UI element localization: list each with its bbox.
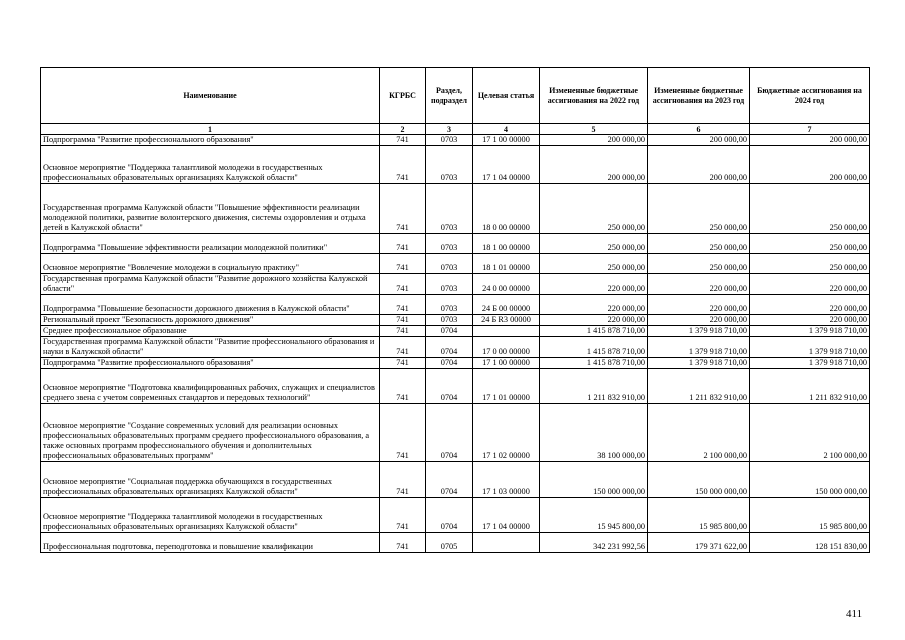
row-name-cell: Основное мероприятие "Создание современных условий для реализации основных профессиональных образовательных программ среднего профессионального образования, а также основных программ профессионального обучения и дополнительных профессиональных образовательных программ" — [41, 404, 380, 462]
row-section-cell: 0703 — [426, 184, 473, 234]
row-2023-cell: 200 000,00 — [648, 146, 750, 184]
row-2022-cell: 220 000,00 — [540, 295, 648, 315]
row-2023-cell: 1 211 832 910,00 — [648, 369, 750, 404]
row-name-cell: Подпрограмма "Повышение эффективности реализации молодежной политики" — [41, 234, 380, 254]
row-target-cell: 17 1 02 00000 — [473, 404, 540, 462]
row-target-cell: 18 0 00 00000 — [473, 184, 540, 234]
row-section-cell: 0704 — [426, 462, 473, 498]
table-row — [41, 369, 870, 404]
row-name-cell: Основное мероприятие "Поддержка талантливой молодежи в государственных профессиональных образовательных организациях Калужской области" — [41, 498, 380, 533]
row-2023-cell: 220 000,00 — [648, 315, 750, 326]
row-2022-cell: 250 000,00 — [540, 234, 648, 254]
page-number: 411 — [846, 608, 863, 620]
row-target-cell: 17 1 01 00000 — [473, 369, 540, 404]
row-kgrbs-cell: 741 — [380, 234, 426, 254]
row-2022-cell: 1 211 832 910,00 — [540, 369, 648, 404]
row-2024-cell: 1 379 918 710,00 — [750, 358, 870, 369]
row-name-cell: Среднее профессиональное образование — [41, 326, 380, 337]
row-section-cell: 0703 — [426, 274, 473, 295]
column-number: 3 — [426, 124, 473, 135]
table-row — [41, 404, 870, 462]
row-section-cell: 0704 — [426, 369, 473, 404]
row-2023-cell: 1 379 918 710,00 — [648, 337, 750, 358]
header-section: Раздел, подраздел — [426, 68, 473, 124]
row-2023-cell: 2 100 000,00 — [648, 404, 750, 462]
row-2024-cell: 1 379 918 710,00 — [750, 337, 870, 358]
row-section-cell: 0704 — [426, 498, 473, 533]
row-2023-cell: 250 000,00 — [648, 184, 750, 234]
row-kgrbs-cell: 741 — [380, 462, 426, 498]
row-2024-cell: 220 000,00 — [750, 315, 870, 326]
row-2022-cell: 200 000,00 — [540, 135, 648, 146]
row-target-cell — [473, 533, 540, 553]
row-target-cell: 17 1 04 00000 — [473, 498, 540, 533]
column-number: 1 — [41, 124, 380, 135]
row-kgrbs-cell: 741 — [380, 533, 426, 553]
column-number: 7 — [750, 124, 870, 135]
row-2022-cell: 200 000,00 — [540, 146, 648, 184]
table-row — [41, 462, 870, 498]
row-kgrbs-cell: 741 — [380, 315, 426, 326]
row-2023-cell: 150 000 000,00 — [648, 462, 750, 498]
row-section-cell: 0703 — [426, 234, 473, 254]
row-2022-cell: 1 415 878 710,00 — [540, 358, 648, 369]
row-2024-cell: 15 985 800,00 — [750, 498, 870, 533]
header-name: Наименование — [41, 68, 380, 124]
row-2023-cell: 220 000,00 — [648, 274, 750, 295]
budget-table — [40, 67, 870, 553]
row-name-cell: Основное мероприятие "Вовлечение молодежи в социальную практику" — [41, 254, 380, 274]
row-kgrbs-cell: 741 — [380, 274, 426, 295]
row-section-cell: 0704 — [426, 404, 473, 462]
row-2022-cell: 220 000,00 — [540, 315, 648, 326]
row-2024-cell: 200 000,00 — [750, 146, 870, 184]
column-number: 4 — [473, 124, 540, 135]
row-target-cell: 18 1 01 00000 — [473, 254, 540, 274]
row-kgrbs-cell: 741 — [380, 369, 426, 404]
row-2022-cell: 1 415 878 710,00 — [540, 326, 648, 337]
row-2024-cell: 200 000,00 — [750, 135, 870, 146]
table-row — [41, 146, 870, 184]
row-2024-cell: 2 100 000,00 — [750, 404, 870, 462]
row-2024-cell: 1 211 832 910,00 — [750, 369, 870, 404]
row-2024-cell: 1 379 918 710,00 — [750, 326, 870, 337]
row-kgrbs-cell: 741 — [380, 184, 426, 234]
row-2022-cell: 250 000,00 — [540, 184, 648, 234]
header-row — [41, 68, 870, 124]
row-2023-cell: 200 000,00 — [648, 135, 750, 146]
row-kgrbs-cell: 741 — [380, 135, 426, 146]
row-name-cell: Подпрограмма "Развитие профессионального образования" — [41, 358, 380, 369]
row-name-cell: Подпрограмма "Развитие профессионального образования" — [41, 135, 380, 146]
row-2024-cell: 220 000,00 — [750, 295, 870, 315]
row-section-cell: 0704 — [426, 358, 473, 369]
row-kgrbs-cell: 741 — [380, 326, 426, 337]
row-target-cell: 17 1 00 00000 — [473, 135, 540, 146]
table-row — [41, 326, 870, 337]
header-2022: Измененные бюджетные ассигнования на 2022 год — [540, 68, 648, 124]
column-number-row — [41, 124, 870, 135]
row-section-cell: 0703 — [426, 295, 473, 315]
row-2022-cell: 342 231 992,56 — [540, 533, 648, 553]
row-2022-cell: 38 100 000,00 — [540, 404, 648, 462]
table-row — [41, 254, 870, 274]
row-target-cell: 17 1 00 00000 — [473, 358, 540, 369]
row-section-cell: 0704 — [426, 337, 473, 358]
row-name-cell: Профессиональная подготовка, переподготовка и повышение квалификации — [41, 533, 380, 553]
row-target-cell — [473, 326, 540, 337]
row-2023-cell: 250 000,00 — [648, 254, 750, 274]
row-name-cell: Основное мероприятие "Подготовка квалифицированных рабочих, служащих и специалистов среднего звена с учетом современных стандартов и передовых технологий" — [41, 369, 380, 404]
row-target-cell: 24 0 00 00000 — [473, 274, 540, 295]
row-section-cell: 0704 — [426, 326, 473, 337]
row-2022-cell: 250 000,00 — [540, 254, 648, 274]
header-2024: Бюджетные ассигнования на 2024 год — [750, 68, 870, 124]
row-target-cell: 17 0 00 00000 — [473, 337, 540, 358]
table-row — [41, 315, 870, 326]
row-section-cell: 0705 — [426, 533, 473, 553]
row-section-cell: 0703 — [426, 146, 473, 184]
row-target-cell: 24 Б 00 00000 — [473, 295, 540, 315]
row-kgrbs-cell: 741 — [380, 358, 426, 369]
header-2023: Измененные бюджетные ассигнования на 2023 год — [648, 68, 750, 124]
table-row — [41, 358, 870, 369]
table-body — [41, 135, 870, 553]
row-target-cell: 24 Б R3 00000 — [473, 315, 540, 326]
table-row — [41, 498, 870, 533]
table-row — [41, 533, 870, 553]
row-kgrbs-cell: 741 — [380, 254, 426, 274]
row-2023-cell: 179 371 622,00 — [648, 533, 750, 553]
row-name-cell: Подпрограмма "Повышение безопасности дорожного движения в Калужской области" — [41, 295, 380, 315]
table-row — [41, 135, 870, 146]
column-number: 6 — [648, 124, 750, 135]
row-2023-cell: 15 985 800,00 — [648, 498, 750, 533]
row-2022-cell: 220 000,00 — [540, 274, 648, 295]
row-kgrbs-cell: 741 — [380, 146, 426, 184]
row-kgrbs-cell: 741 — [380, 295, 426, 315]
row-kgrbs-cell: 741 — [380, 404, 426, 462]
row-section-cell: 0703 — [426, 254, 473, 274]
table-row — [41, 234, 870, 254]
column-number: 2 — [380, 124, 426, 135]
budget-table-page — [40, 67, 869, 553]
row-section-cell: 0703 — [426, 135, 473, 146]
header-kgrbs: КГРБС — [380, 68, 426, 124]
row-2022-cell: 150 000 000,00 — [540, 462, 648, 498]
row-kgrbs-cell: 741 — [380, 337, 426, 358]
row-2024-cell: 250 000,00 — [750, 254, 870, 274]
row-name-cell: Основное мероприятие "Социальная поддержка обучающихся в государственных профессиональных образовательных организациях Калужской области" — [41, 462, 380, 498]
table-row — [41, 295, 870, 315]
row-target-cell: 17 1 03 00000 — [473, 462, 540, 498]
row-2022-cell: 1 415 878 710,00 — [540, 337, 648, 358]
row-2023-cell: 250 000,00 — [648, 234, 750, 254]
table-row — [41, 184, 870, 234]
row-target-cell: 17 1 04 00000 — [473, 146, 540, 184]
row-name-cell: Государственная программа Калужской области "Развитие дорожного хозяйства Калужской области" — [41, 274, 380, 295]
row-2024-cell: 128 151 830,00 — [750, 533, 870, 553]
row-section-cell: 0703 — [426, 315, 473, 326]
row-kgrbs-cell: 741 — [380, 498, 426, 533]
row-target-cell: 18 1 00 00000 — [473, 234, 540, 254]
table-row — [41, 337, 870, 358]
row-2024-cell: 150 000 000,00 — [750, 462, 870, 498]
row-2023-cell: 1 379 918 710,00 — [648, 358, 750, 369]
row-name-cell: Государственная программа Калужской области "Развитие профессионального образования и науки в Калужской области" — [41, 337, 380, 358]
header-target: Целевая статья — [473, 68, 540, 124]
row-2023-cell: 220 000,00 — [648, 295, 750, 315]
column-number: 5 — [540, 124, 648, 135]
row-name-cell: Региональный проект "Безопасность дорожного движения" — [41, 315, 380, 326]
row-2023-cell: 1 379 918 710,00 — [648, 326, 750, 337]
row-2024-cell: 250 000,00 — [750, 184, 870, 234]
row-name-cell: Государственная программа Калужской области "Повышение эффективности реализации молодежной политики, развитие волонтерского движения, системы оздоровления и отдыха детей в Калужской области" — [41, 184, 380, 234]
row-name-cell: Основное мероприятие "Поддержка талантливой молодежи в государственных профессиональных образовательных организациях Калужской области" — [41, 146, 380, 184]
row-2024-cell: 250 000,00 — [750, 234, 870, 254]
table-row — [41, 274, 870, 295]
row-2022-cell: 15 945 800,00 — [540, 498, 648, 533]
row-2024-cell: 220 000,00 — [750, 274, 870, 295]
